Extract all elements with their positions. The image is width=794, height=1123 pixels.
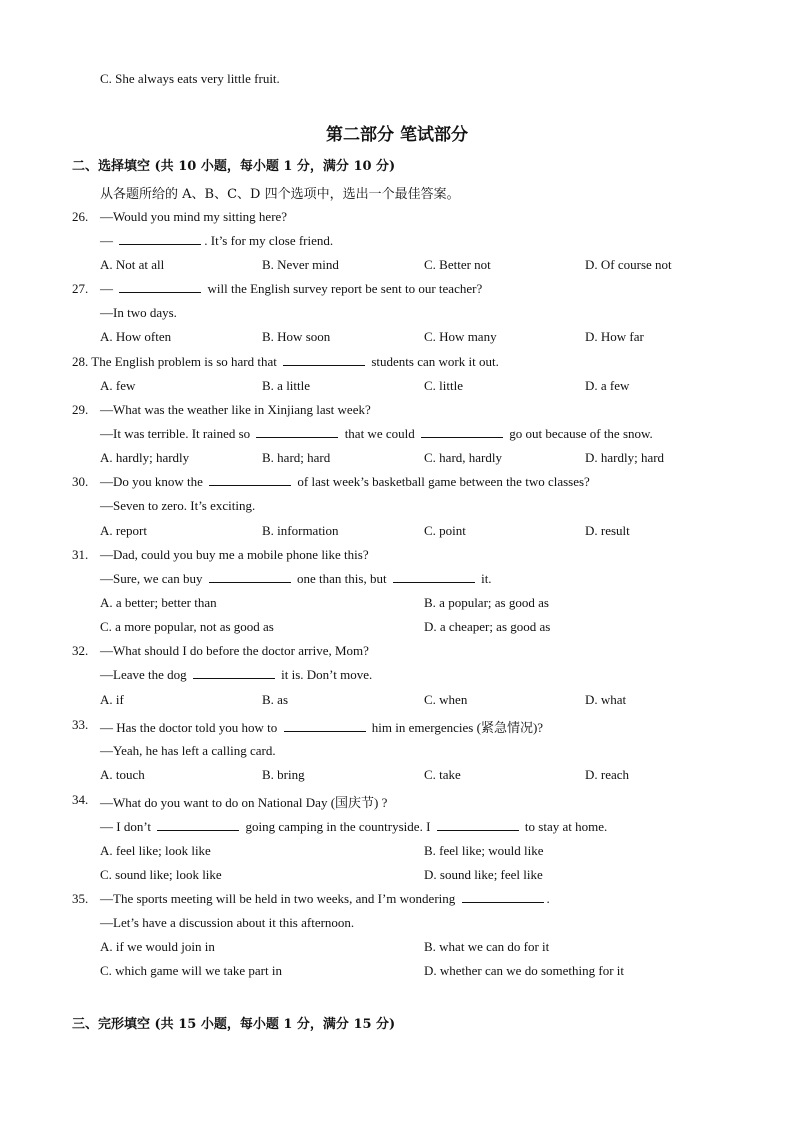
- question-text: —: [100, 281, 117, 296]
- question-line: [100, 305, 177, 321]
- option-a[interactable]: A. touch: [100, 767, 145, 782]
- option-b[interactable]: B. what we can do for it: [424, 939, 550, 954]
- question-text: —Seven to zero. It’s exciting.: [100, 498, 256, 513]
- option-a[interactable]: A. if: [100, 692, 124, 707]
- option-c[interactable]: C. which game will we take part in: [100, 963, 282, 978]
- option-d[interactable]: D. whether can we do something for it: [424, 963, 625, 978]
- option-a[interactable]: A. hardly; hardly: [100, 450, 190, 465]
- question-number: 34.: [72, 792, 89, 807]
- question-text: —Let’s have a discussion about it this afternoon.: [100, 915, 355, 930]
- section-heading: 二、选择填空 (共 10 小题，每小题 1 分，满分 10 分): [72, 159, 396, 174]
- answer-blank[interactable]: [284, 720, 366, 732]
- question-text: .: [546, 891, 550, 906]
- option-b[interactable]: B. Never mind: [262, 257, 339, 272]
- question-line: [100, 571, 492, 587]
- question-line: [100, 717, 543, 736]
- question-text: it.: [477, 571, 492, 586]
- question-text: —Sure, we can buy: [100, 571, 206, 586]
- question-line: [100, 281, 482, 297]
- option-d[interactable]: D. reach: [585, 767, 630, 782]
- option-d[interactable]: D. what: [585, 692, 627, 707]
- option-b[interactable]: B. hard; hard: [262, 450, 331, 465]
- answer-blank[interactable]: [209, 571, 291, 583]
- question-line: [100, 792, 387, 811]
- question-text: —What should I do before the doctor arrive, Mom?: [100, 643, 369, 658]
- answer-blank[interactable]: [119, 233, 201, 245]
- option-c[interactable]: C. How many: [424, 329, 497, 344]
- question-line: [100, 233, 333, 249]
- question-text: —The sports meeting will be held in two weeks, and I’m wondering: [100, 891, 459, 906]
- question-number: 29.: [72, 402, 89, 417]
- option-c[interactable]: C. hard, hardly: [424, 450, 502, 465]
- question-text: it is. Don’t move.: [277, 667, 373, 682]
- part-title: 第二部分 笔试部分: [326, 125, 468, 145]
- option-c[interactable]: C. take: [424, 767, 461, 782]
- option-b[interactable]: B. as: [262, 692, 288, 707]
- section-heading: 三、完形填空 (共 15 小题，每小题 1 分，满分 15 分): [72, 1017, 396, 1032]
- question-line: [100, 819, 607, 835]
- question-number: 35.: [72, 891, 89, 906]
- question-line: [100, 474, 590, 490]
- question-text: —It was terrible. It rained so: [100, 426, 254, 441]
- option-c[interactable]: C. point: [424, 523, 466, 538]
- question-line: [100, 402, 371, 418]
- question-text: — Has the doctor told you how to: [100, 720, 281, 735]
- answer-blank[interactable]: [393, 571, 475, 583]
- question-text: The English problem is so hard that: [91, 354, 281, 369]
- question-text: —In two days.: [100, 305, 177, 320]
- option-c[interactable]: C. a more popular, not as good as: [100, 619, 274, 634]
- question-line: [100, 667, 372, 683]
- option-c[interactable]: C. sound like; look like: [100, 867, 222, 882]
- option-b[interactable]: B. information: [262, 523, 339, 538]
- question-number: 26.: [72, 209, 89, 224]
- question-line: [100, 498, 255, 514]
- option-d[interactable]: D. hardly; hard: [585, 450, 665, 465]
- option-b[interactable]: B. feel like; would like: [424, 843, 544, 858]
- section-instruction: 从各题所给的 A、B、C、D 四个选项中，选出一个最佳答案。: [100, 187, 460, 202]
- option-a[interactable]: A. few: [100, 378, 136, 393]
- option-d[interactable]: D. sound like; feel like: [424, 867, 543, 882]
- question-number: 32.: [72, 643, 89, 658]
- option-b[interactable]: B. How soon: [262, 329, 331, 344]
- question-text: to stay at home.: [521, 819, 608, 834]
- option-c[interactable]: C. when: [424, 692, 468, 707]
- option-a[interactable]: A. report: [100, 523, 147, 538]
- question-text: —Would you mind my sitting here?: [100, 209, 288, 224]
- answer-blank[interactable]: [157, 819, 239, 831]
- question-line: [100, 915, 354, 931]
- question-text: —What do you want to do on National Day (国庆节) ?: [100, 795, 388, 810]
- question-text: —Do you know the: [100, 474, 207, 489]
- question-text: —Yeah, he has left a calling card.: [100, 743, 276, 758]
- option-d[interactable]: D. How far: [585, 329, 644, 344]
- option-a[interactable]: A. How often: [100, 329, 172, 344]
- answer-blank[interactable]: [437, 819, 519, 831]
- option-d[interactable]: D. Of course not: [585, 257, 672, 272]
- answer-blank[interactable]: [462, 891, 544, 903]
- question-text: of last week’s basketball game between the two classes?: [294, 474, 590, 489]
- option-a[interactable]: A. feel like; look like: [100, 843, 211, 858]
- option-b[interactable]: B. a popular; as good as: [424, 595, 549, 610]
- option-d[interactable]: D. result: [585, 523, 630, 538]
- option-b[interactable]: B. bring: [262, 767, 305, 782]
- question-text: —Dad, could you buy me a mobile phone like this?: [100, 547, 369, 562]
- question-line: [100, 547, 369, 563]
- question-line: [100, 426, 653, 442]
- question-text: students can work it out.: [368, 354, 499, 369]
- option-line: C. She always eats very little fruit.: [100, 71, 280, 86]
- question-number: 30.: [72, 474, 89, 489]
- question-number: 28.: [72, 354, 89, 369]
- question-number: 31.: [72, 547, 89, 562]
- question-text: him in emergencies (紧急情况)?: [368, 720, 544, 735]
- question-number: 33.: [72, 717, 89, 732]
- option-d[interactable]: D. a few: [585, 378, 630, 393]
- answer-blank[interactable]: [421, 426, 503, 438]
- answer-blank[interactable]: [283, 354, 365, 366]
- option-a[interactable]: A. if we would join in: [100, 939, 215, 954]
- question-line: [100, 743, 276, 759]
- question-text: will the English survey report be sent to our teacher?: [204, 281, 483, 296]
- answer-blank[interactable]: [209, 474, 291, 486]
- question-text: —Leave the dog: [100, 667, 190, 682]
- answer-blank[interactable]: [119, 281, 201, 293]
- option-c[interactable]: C. little: [424, 378, 463, 393]
- option-c[interactable]: C. Better not: [424, 257, 491, 272]
- question-text: —What was the weather like in Xinjiang last week?: [100, 402, 371, 417]
- question-text: —: [100, 233, 117, 248]
- answer-blank[interactable]: [256, 426, 338, 438]
- question-number: 27.: [72, 281, 89, 296]
- question-line: [100, 209, 287, 225]
- question-text: one than this, but: [293, 571, 390, 586]
- question-line: [100, 643, 369, 659]
- option-d[interactable]: D. a cheaper; as good as: [424, 619, 551, 634]
- option-a[interactable]: A. a better; better than: [100, 595, 217, 610]
- option-b[interactable]: B. a little: [262, 378, 311, 393]
- question-text: that we could: [341, 426, 418, 441]
- question-text: — I don’t: [100, 819, 155, 834]
- question-text: going camping in the countryside. I: [242, 819, 434, 834]
- question-text: go out because of the snow.: [505, 426, 653, 441]
- option-a[interactable]: A. Not at all: [100, 257, 165, 272]
- answer-blank[interactable]: [193, 667, 275, 679]
- question-line: [72, 354, 499, 370]
- question-text: . It’s for my close friend.: [204, 233, 334, 248]
- question-line: [100, 891, 550, 907]
